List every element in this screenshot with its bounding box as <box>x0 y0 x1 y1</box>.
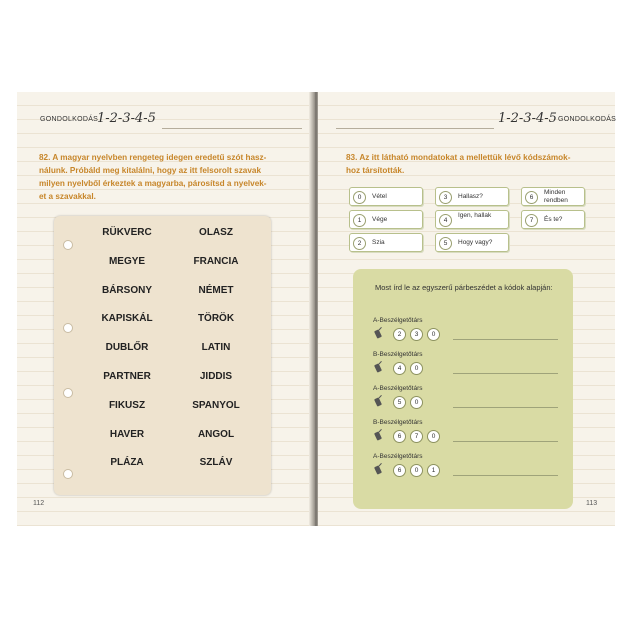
section-header: GONDOLKODÁS <box>40 116 99 123</box>
left-page <box>17 92 314 526</box>
page-number: 113 <box>586 500 598 507</box>
answer-line[interactable] <box>453 339 558 340</box>
answer-line[interactable] <box>453 407 558 408</box>
code-bubble: 2 <box>393 328 406 341</box>
sequence-header: 1-2-3-4-5 <box>97 111 156 126</box>
code-chip <box>349 187 423 206</box>
task-line: nálunk. Próbáld meg kitalálni, hogy az itt felsorolt szavak <box>39 166 262 175</box>
language-item: SZLÁV <box>199 457 233 469</box>
book-spread <box>17 92 615 526</box>
word-row <box>54 313 271 333</box>
page-number: 112 <box>33 500 45 507</box>
code-number: 7 <box>525 214 538 227</box>
code-chip <box>349 210 423 229</box>
task-line: Az itt látható mondatokat a mellettük lévő kódszámok- <box>359 153 571 162</box>
walkie-talkie-icon <box>374 395 383 407</box>
answer-line[interactable] <box>453 441 558 442</box>
sequence-header: 1-2-3-4-5 <box>498 111 557 126</box>
code-chip <box>435 187 509 206</box>
language-item: SPANYOL <box>192 399 240 411</box>
task-line: et a szavakkal. <box>39 192 96 201</box>
code-phrase: Vége <box>372 216 388 223</box>
word-card <box>54 216 271 495</box>
code-bubble: 0 <box>410 362 423 375</box>
code-bubble: 1 <box>427 464 440 477</box>
code-chip <box>435 210 509 229</box>
header-rule <box>162 128 302 129</box>
word-item: PLÁZA <box>110 457 144 469</box>
walkie-talkie-icon <box>374 429 383 441</box>
code-bubble: 0 <box>427 328 440 341</box>
word-item: MEGYE <box>108 255 146 267</box>
word-row <box>54 256 271 276</box>
word-item: PARTNER <box>103 371 151 382</box>
code-bubble: 0 <box>427 430 440 443</box>
word-row <box>54 429 271 449</box>
language-item: OLASZ <box>199 227 233 238</box>
code-number: 0 <box>353 191 366 204</box>
code-bubble: 6 <box>393 430 406 443</box>
code-number: 2 <box>353 237 366 250</box>
walkie-talkie-icon <box>374 327 383 339</box>
word-row <box>54 227 271 247</box>
code-bubble: 6 <box>393 464 406 477</box>
speaker-label: A-Beszélgetőtárs <box>373 317 423 324</box>
code-phrase: Vétel <box>372 193 387 200</box>
word-row <box>54 457 271 477</box>
word-item: HAVER <box>109 428 145 440</box>
word-row <box>54 285 271 305</box>
word-item: KAPISKÁL <box>101 313 153 325</box>
task-line: milyen nyelvből érkeztek a magyarba, párosítsd a nyelvek- <box>39 179 267 188</box>
task-line: hoz társították. <box>346 166 405 175</box>
header-rule <box>336 128 494 129</box>
task-number: 83. <box>346 153 358 162</box>
code-phrase: Hogy vagy? <box>458 239 493 246</box>
speaker-label: A-Beszélgetőtárs <box>373 385 423 392</box>
code-phrase: Igen, hallak <box>458 212 492 219</box>
task-83-text <box>346 151 606 177</box>
code-bubble: 5 <box>393 396 406 409</box>
task-line: A magyar nyelvben rengeteg idegen eredetű szót hasz- <box>52 153 267 162</box>
word-row <box>54 371 271 391</box>
code-number: 3 <box>439 191 452 204</box>
code-bubble: 3 <box>410 328 423 341</box>
code-phrase: És te? <box>544 216 563 223</box>
language-item: NÉMET <box>198 284 234 296</box>
code-phrase: Szia <box>372 239 385 246</box>
right-page <box>318 92 615 526</box>
speaker-label: B-Beszélgetőtárs <box>373 419 423 426</box>
answer-line[interactable] <box>453 373 558 374</box>
walkie-talkie-icon <box>374 361 383 373</box>
code-phrase: Hallasz? <box>458 193 483 200</box>
walkie-talkie-icon <box>374 463 383 475</box>
word-item: DUBLŐR <box>105 342 149 354</box>
language-item: FRANCIA <box>193 255 239 267</box>
code-bubble: 4 <box>393 362 406 375</box>
code-bubble: 0 <box>410 396 423 409</box>
answer-line[interactable] <box>453 475 558 476</box>
dialogue-box <box>353 269 573 509</box>
word-row <box>54 342 271 362</box>
code-number: 4 <box>439 214 452 227</box>
dialogue-title: Most írd le az egyszerű párbeszédet a kódok alapján: <box>375 283 553 292</box>
word-row <box>54 400 271 420</box>
word-item: RÜKVERC <box>102 227 152 238</box>
code-bubble: 7 <box>410 430 423 443</box>
language-item: LATIN <box>201 342 231 354</box>
word-item: BÁRSONY <box>101 284 152 296</box>
code-phrase: Minden rendben <box>544 189 568 204</box>
language-item: JIDDIS <box>199 371 233 382</box>
code-chip <box>521 210 585 229</box>
section-header: GONDOLKODÁS <box>558 116 617 123</box>
code-chip <box>435 233 509 252</box>
code-bubble: 0 <box>410 464 423 477</box>
code-number: 5 <box>439 237 452 250</box>
code-number: 6 <box>525 191 538 204</box>
word-item: FIKUSZ <box>108 399 146 411</box>
language-item: ANGOL <box>197 428 235 440</box>
language-item: TÖRÖK <box>197 313 235 325</box>
code-chip <box>349 233 423 252</box>
task-number: 82. <box>39 153 51 162</box>
speaker-label: A-Beszélgetőtárs <box>373 453 423 460</box>
speaker-label: B-Beszélgetőtárs <box>373 351 423 358</box>
code-number: 1 <box>353 214 366 227</box>
task-82-text <box>39 151 304 203</box>
code-chip <box>521 187 585 206</box>
